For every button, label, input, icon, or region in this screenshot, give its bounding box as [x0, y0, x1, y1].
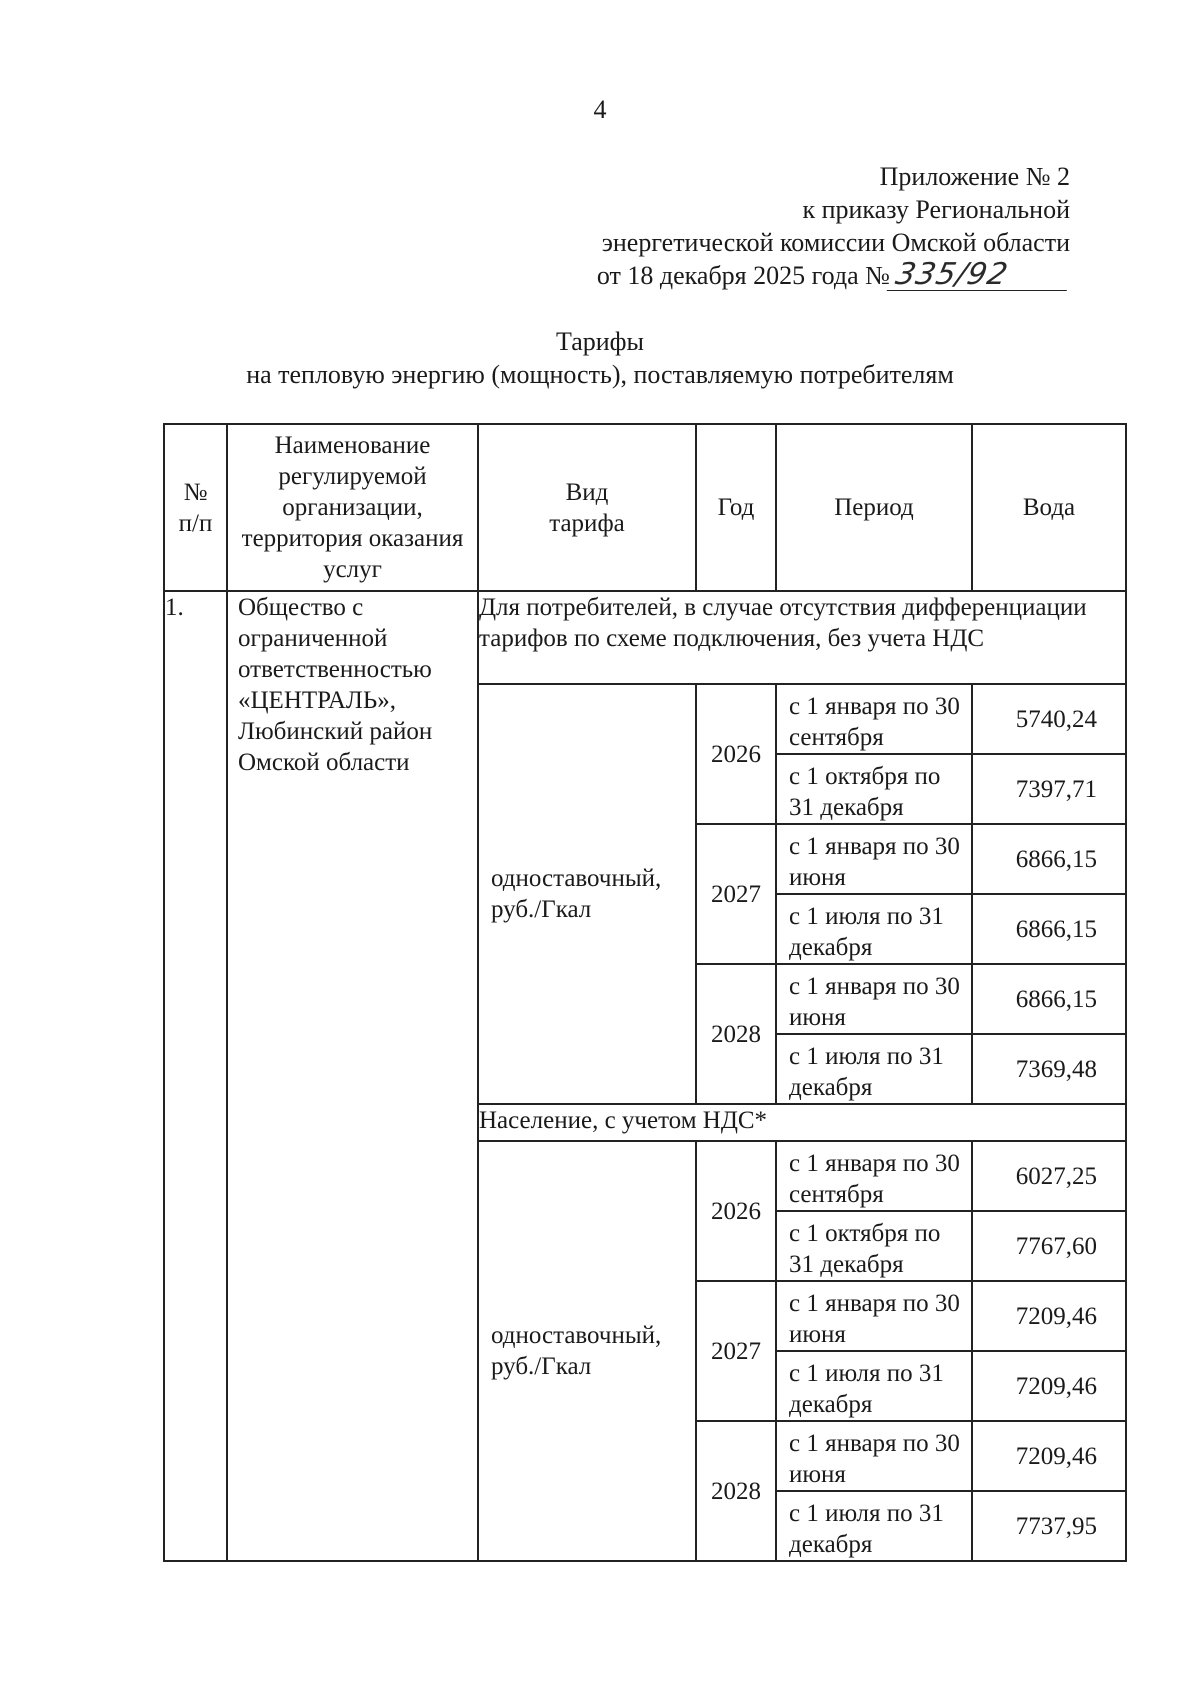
title-line-2: на тепловую энергию (мощность), поставляемую потребителям [246, 360, 954, 389]
header-year: Год [696, 424, 776, 591]
value-cell: 6866,15 [972, 964, 1126, 1034]
rate-type: одноставочный, руб./Гкал [478, 1141, 696, 1561]
appendix-line-4 [597, 259, 1070, 292]
period-cell: с 1 октября по 31 декабря [776, 754, 972, 824]
period-cell: с 1 июля по 31 декабря [776, 1351, 972, 1421]
period-cell: с 1 января по 30 июня [776, 964, 972, 1034]
order-date: от 18 декабря 2025 года № [596, 261, 890, 290]
period-cell: с 1 января по 30 сентября [776, 1141, 972, 1211]
appendix-block [597, 160, 1070, 292]
period-cell: с 1 января по 30 июня [776, 1421, 972, 1491]
header-period: Период [776, 424, 972, 591]
year-cell: 2027 [696, 1281, 776, 1421]
header-num: № п/п [164, 424, 227, 591]
value-cell: 7767,60 [972, 1211, 1126, 1281]
page-number: 4 [593, 95, 607, 124]
section-title: Для потребителей, в случае отсутствия дифференциации тарифов по схеме подключения, без учета НДС [478, 591, 1126, 684]
header-water: Вода [972, 424, 1126, 591]
year-cell: 2026 [696, 1141, 776, 1281]
appendix-line-2: к приказу Региональной [802, 195, 1070, 224]
organization-name: Общество с ограниченной ответственностью «ЦЕНТРАЛЬ», Любинский район Омской области [227, 591, 478, 1561]
title-line-1: Тарифы [555, 327, 644, 356]
period-cell: с 1 января по 30 июня [776, 1281, 972, 1351]
appendix-line-3: энергетической комиссии Омской области [601, 228, 1070, 257]
table-header-row [164, 424, 1126, 591]
period-cell: с 1 октября по 31 декабря [776, 1211, 972, 1281]
period-cell: с 1 июля по 31 декабря [776, 1034, 972, 1104]
value-cell: 7737,95 [972, 1491, 1126, 1561]
header-org: Наименование регулируемой организации, территория оказания услуг [227, 424, 478, 591]
value-cell: 7397,71 [972, 754, 1126, 824]
value-cell: 5740,24 [972, 684, 1126, 754]
row-number: 1. [164, 591, 227, 1561]
year-cell: 2028 [696, 1421, 776, 1561]
period-cell: с 1 января по 30 сентября [776, 684, 972, 754]
rate-type: одноставочный, руб./Гкал [478, 684, 696, 1104]
period-cell: с 1 июля по 31 декабря [776, 1491, 972, 1561]
year-cell: 2027 [696, 824, 776, 964]
value-cell: 7209,46 [972, 1351, 1126, 1421]
period-cell: с 1 января по 30 июня [776, 824, 972, 894]
value-cell: 6866,15 [972, 894, 1126, 964]
period-cell: с 1 июля по 31 декабря [776, 894, 972, 964]
value-cell: 6027,25 [972, 1141, 1126, 1211]
year-cell: 2028 [696, 964, 776, 1104]
header-type: Вид тарифа [478, 424, 696, 591]
value-cell: 7209,46 [972, 1421, 1126, 1491]
value-cell: 7369,48 [972, 1034, 1126, 1104]
order-number-handwritten: 335/92 [887, 260, 1074, 291]
value-cell: 6866,15 [972, 824, 1126, 894]
value-cell: 7209,46 [972, 1281, 1126, 1351]
appendix-line-1: Приложение № 2 [879, 162, 1070, 191]
tariff-table [163, 423, 1127, 1562]
section-title: Население, с учетом НДС* [478, 1104, 1126, 1141]
year-cell: 2026 [696, 684, 776, 824]
document-title [0, 325, 1200, 391]
table-row [164, 591, 1126, 684]
